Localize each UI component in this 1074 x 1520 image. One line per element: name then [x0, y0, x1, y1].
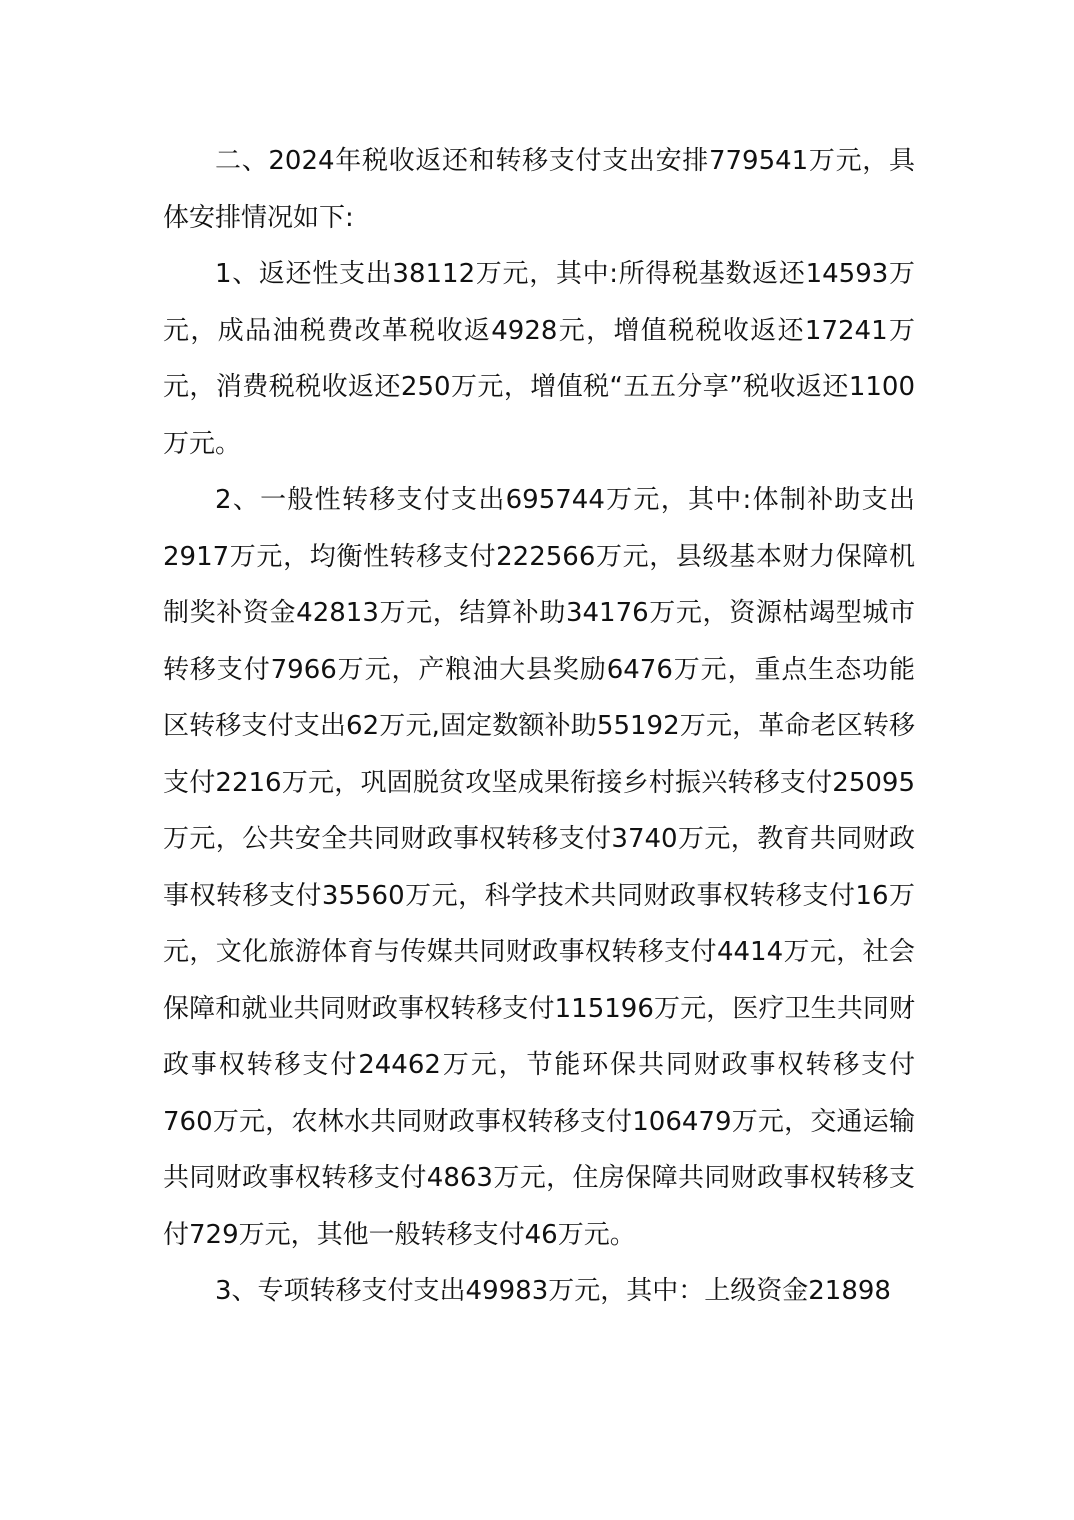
paragraph-general-transfer: 2、一般性转移支付支出695744万元，其中:体制补助支出2917万元，均衡性转移支付222566万元，县级基本财力保障机制奖补资金42813万元，结算补助34176万元，资源枯竭型城市转移支付7966万元，产粮油大县奖励6476万元，重点生态功能区转移支付支出62万元,固定数额补助55192万元，革命老区转移支付2216万元，巩固脱贫攻坚成果衔接乡村振兴转移支付25095万元，公共安全共同财政事权转移支付3740万元，教育共同财政事权转移支付35560万元，科学技术共同财政事权转移支付16万元，文化旅游体育与传媒共同财政事权转移支付4414万元，社会保障和就业共同财政事权转移支付115196万元，医疗卫生共同财政事权转移支付24462万元，节能环保共同财政事权转移支付760万元，农林水共同财政事权转移支付106479万元，交通运输共同财政事权转移支付4863万元，住房保障共同财政事权转移支付729万元，其他一般转移支付46万元。	[163, 485, 915, 1250]
document-body	[163, 133, 915, 1320]
paragraph-return-expenditure: 1、返还性支出38112万元，其中:所得税基数返还14593万元，成品油税费改革税收返4928元，增值税税收返还17241万元，消费税税收返还250万元，增值税“五五分享”税收返还1100万元。	[163, 259, 915, 459]
paragraph-overview: 二、2024年税收返还和转移支付支出安排779541万元，具体安排情况如下:	[163, 146, 915, 233]
paragraph-special-transfer: 3、专项转移支付支出49983万元，其中：上级资金21898	[215, 1276, 891, 1306]
